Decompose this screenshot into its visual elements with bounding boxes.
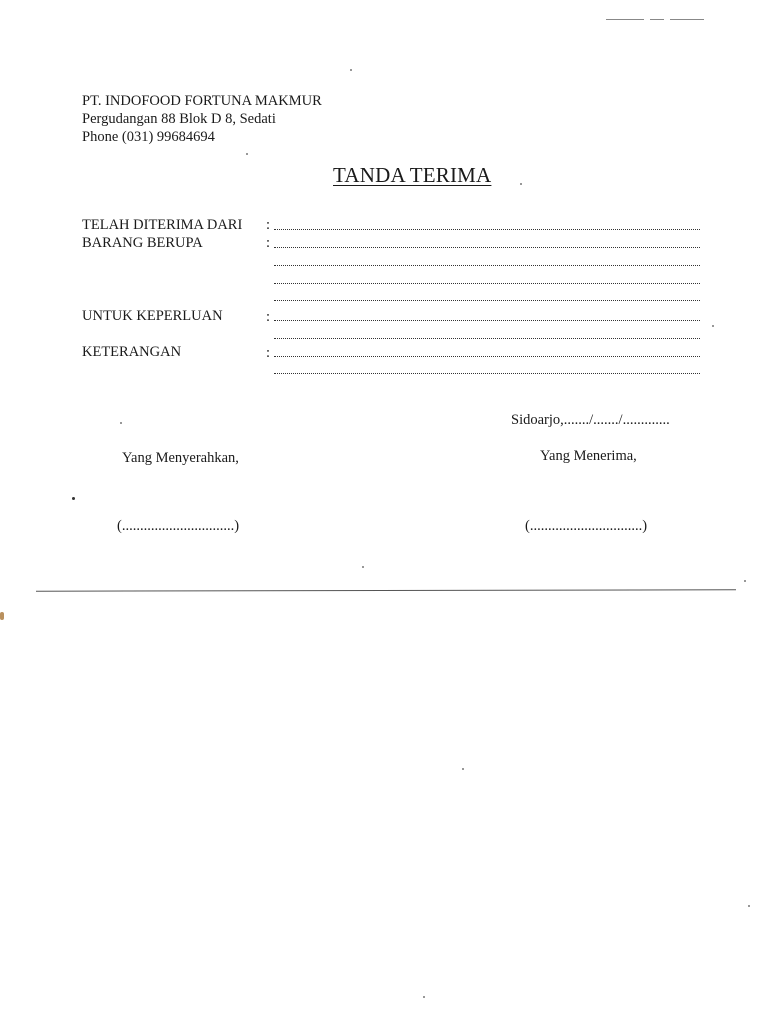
scan-speck	[362, 566, 364, 568]
fill-line-purpose	[274, 338, 700, 339]
giver-label: Yang Menyerahkan,	[122, 450, 239, 466]
scan-speck	[423, 996, 425, 998]
field-label-remarks: KETERANGAN	[82, 344, 182, 360]
field-colon: :	[266, 235, 271, 251]
fill-line-goods	[274, 247, 700, 248]
scan-mark	[606, 19, 644, 20]
scan-speck	[120, 422, 122, 424]
company-phone: Phone (031) 99684694	[82, 129, 215, 145]
document-title: TANDA TERIMA	[333, 163, 492, 187]
field-colon: :	[266, 217, 271, 233]
fill-line-goods	[274, 265, 700, 266]
scan-speck	[712, 325, 714, 327]
giver-signature-blank: (...............................)	[117, 518, 240, 534]
fill-line-remarks	[274, 356, 700, 357]
company-name: PT. INDOFOOD FORTUNA MAKMUR	[82, 93, 322, 109]
field-label-purpose: UNTUK KEPERLUAN	[82, 308, 223, 324]
receiver-label: Yang Menerima,	[540, 448, 637, 464]
scan-speck	[72, 497, 75, 500]
scan-speck	[520, 183, 522, 185]
field-colon: :	[266, 345, 271, 361]
fill-line-remarks	[274, 373, 700, 374]
scan-speck	[350, 69, 352, 71]
cut-line	[36, 589, 736, 591]
fill-line-goods	[274, 300, 700, 301]
receiver-signature-blank: (...............................)	[525, 518, 648, 534]
fill-line-received-from	[274, 229, 700, 230]
fill-line-goods	[274, 283, 700, 284]
field-colon: :	[266, 309, 271, 325]
place-date-line: Sidoarjo,......./......./.............	[511, 412, 670, 428]
scan-speck	[744, 580, 746, 582]
fill-line-purpose	[274, 320, 700, 321]
field-label-received-from: TELAH DITERIMA DARI	[82, 217, 243, 233]
company-address: Pergudangan 88 Blok D 8, Sedati	[82, 111, 276, 127]
scan-speck	[246, 153, 248, 155]
scan-mark	[650, 19, 664, 20]
scan-speck	[748, 905, 750, 907]
scan-speck	[0, 612, 4, 620]
scan-mark	[670, 19, 704, 20]
scan-speck	[462, 768, 464, 770]
field-label-goods: BARANG BERUPA	[82, 235, 203, 251]
